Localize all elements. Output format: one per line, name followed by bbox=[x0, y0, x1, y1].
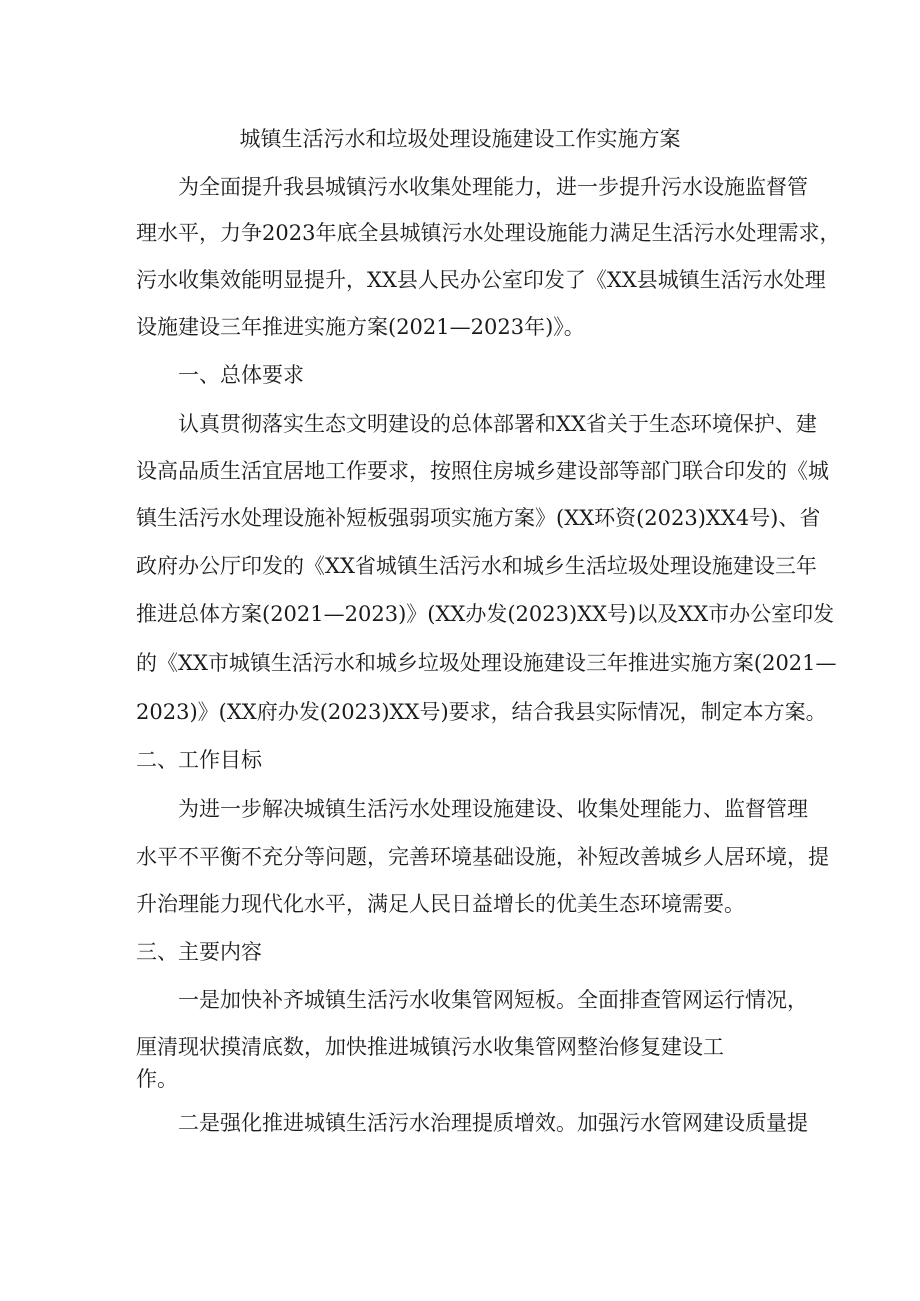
document-title: 城镇生活污水和垃圾处理设施建设工作实施方案 bbox=[239, 127, 681, 151]
paragraph-line: 为全面提升我县城镇污水收集处理能力，进一步提升污水设施监督管 bbox=[178, 175, 808, 199]
paragraph-line: 厘清现状摸清底数，加快推进城镇污水收集管网整治修复建设工 bbox=[136, 1035, 724, 1059]
paragraph-line: 镇生活污水处理设施补短板强弱项实施方案》(XX环资(2023)XX4号)、省 bbox=[136, 506, 821, 530]
paragraph-line: 一是加快补齐城镇生活污水收集管网短板。全面排查管网运行情况， bbox=[178, 988, 808, 1012]
paragraph-line: 升治理能力现代化水平，满足人民日益增长的优美生态环境需要。 bbox=[136, 892, 745, 916]
paragraph-line: 设高品质生活宜居地工作要求，按照住房城乡建设部等部门联合印发的《城 bbox=[136, 459, 829, 483]
paragraph-line: 的《XX市城镇生活污水和城乡垃圾处理设施建设三年推进实施方案(2021— bbox=[136, 651, 837, 675]
paragraph-line: 理水平，力争2023年底全县城镇污水处理设施能力满足生活污水处理需求， bbox=[136, 221, 841, 245]
paragraph-line: 政府办公厅印发的《XX省城镇生活污水和城乡生活垃圾处理设施建设三年 bbox=[136, 554, 817, 578]
paragraph-line: 认真贯彻落实生态文明建设的总体部署和XX省关于生态环境保护、建 bbox=[178, 412, 817, 436]
paragraph-line: 为进一步解决城镇生活污水处理设施建设、收集处理能力、监督管理 bbox=[178, 797, 808, 821]
section-heading: 一、总体要求 bbox=[178, 363, 304, 387]
paragraph-line: 污水收集效能明显提升，XX县人民办公室印发了《XX县城镇生活污水处理 bbox=[136, 268, 826, 292]
paragraph-line: 推进总体方案(2021—2023)》(XX办发(2023)XX号)以及XX市办公室印发 bbox=[136, 602, 835, 626]
paragraph-line: 二是强化推进城镇生活污水治理提质增效。加强污水管网建设质量提 bbox=[178, 1111, 808, 1135]
paragraph-line: 2023)》(XX府办发(2023)XX号)要求，结合我县实际情况，制定本方案。 bbox=[136, 700, 827, 724]
paragraph-line: 设施建设三年推进实施方案(2021—2023年)》。 bbox=[136, 315, 585, 339]
section-heading: 三、主要内容 bbox=[136, 940, 262, 964]
section-heading: 二、工作目标 bbox=[136, 748, 262, 772]
paragraph-line: 水平不平衡不充分等问题，完善环境基础设施，补短改善城乡人居环境，提 bbox=[136, 845, 829, 869]
paragraph-line: 作。 bbox=[136, 1067, 178, 1091]
